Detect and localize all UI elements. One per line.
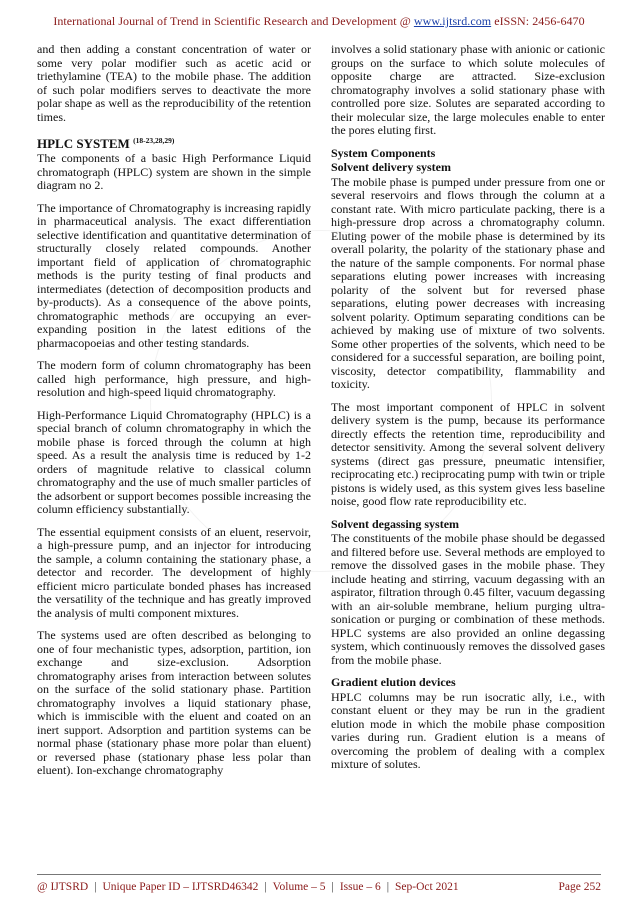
heading-text: HPLC SYSTEM [37,136,130,151]
paragraph: The importance of Chromatography is increasing rapidly in pharmaceutical analysis. The exact differentiation selective identification and quantitative determination of structurally closely related compounds. Another important field of application of chromatographic methods is the purity testing of final products and intermediates (detection of decomposition products and by-products). As a consequence of the above points, chromatographic methods are occupying an ever-expanding position in the latest editions of the pharmacopoeias and other testing standards. [37,200,311,350]
footer-journal: @ IJTSRD [37,881,89,893]
paragraph: The mobile phase is pumped under pressure from one or several reservoirs and flows through the column at a constant rate. With micro particulate packing, there is a high-pressure drop across a chromatography column. Eluting power of the mobile phase is determined by its overall polarity, the polarity of the stationary phase and the nature of the sample components. For normal phase separations eluting power increases with increasing polarity of the solvent but for reversed phase separations, eluting power decreases with increasing solvent polarity. Optimum separating conditions can be achieved by making use of mixture of two solvents. Some other properties of the solvents, which need to be considered for a successful separation, are boiling point, viscosity, detector compatibility, flammability and toxicity. [331,174,605,391]
paragraph: involves a solid stationary phase with anionic or cationic groups on the surface to which solute molecules of opposite charge are attracted. Size-exclusion chromatography involves a solid stationary phase with controlled pore size. Solutes are separated according to their molecular size, the large molecules enable to enter the pores eluting first. [331,42,605,137]
footer-date: Sep-Oct 2021 [395,881,459,893]
subsection-heading-gradient-elution: Gradient elution devices [331,675,456,689]
footer-divider [37,874,601,875]
subsection-heading-solvent-degassing: Solvent degassing system [331,516,460,531]
citation-reference: (18-23,28,29) [133,136,175,145]
paragraph: The constituents of the mobile phase should be degassed and filtered before use. Several methods are employed to remove the dissolved gases in the mobile phase. They include heating and stirring, vacuum degassing with an aspirator, filtration through 0.45 filter, vacuum degassing with an air-soluble membrane, helium purging ultra-sonication or purging or combination of these methods. HPLC systems are also provided an online degassing system, which continuously removes the dissolved gases from the mobile phase. [331,531,605,667]
page-number: Page 252 [558,881,601,893]
footer-paper-id: Unique Paper ID – IJTSRD46342 [102,881,259,893]
paragraph: The modern form of column chromatography has been called high performance, high pressure, and high-resolution and high-speed liquid chromatography. [37,358,311,399]
paragraph: and then adding a constant concentration of water or some very polar modifier such as acetic acid or triethylamine (TEA) to the mobile phase. The addition of such polar modifiers serves to deactivate the more polar shape as well as the reproducibility of the retention times. [37,42,311,124]
section-heading-system-components: System Components [331,145,436,160]
header-text: International Journal of Trend in Scientific Research and Development @ [53,14,414,28]
footer-separator: | [386,881,390,893]
subsection-heading-solvent-delivery: Solvent delivery system [331,160,451,174]
paragraph: The most important component of HPLC in solvent delivery system is the pump, because its performance directly effects the retention time, reproducibility and detector sensitivity. Among the several solvent delivery systems (direct gas pressure, pneumatic intensifier, reciprocating etc.) reciprocating pump with twin or triple pistons is widely used, as this system gives less baseline noise, good flow rate reproducibility etc. [331,399,605,508]
left-column [37,43,311,787]
paragraph: High-Performance Liquid Chromatography (HPLC) is a special branch of column chromatography in which the mobile phase is forced through the column at high speed. As a result the analysis time is reduced by 1-2 orders of magnitude relative to classical column chromatography and the use of much smaller particles of the adsorbent or support becomes possible increasing the column efficiency substantially. [37,407,311,516]
paragraph: The essential equipment consists of an eluent, reservoir, a high-pressure pump, and an injector for introducing the sample, a column containing the stationary phase, a detector and recorder. The development of highly efficient micro particulate bonded phases has increased the versatility of the technique and has greatly improved the analysis of multi component mixtures. [37,524,311,620]
header-issn: eISSN: 2456-6470 [491,14,585,28]
paragraph: HPLC columns may be run isocratic ally, i.e., with constant eluent or they may be run in the gradient elution mode in which the mobile phase composition varies during run. Gradient elution is a means of overcoming the problem of dealing with a complex mixture of solutes. [331,689,605,771]
right-column [331,43,605,781]
journal-website-link[interactable]: www.ijtsrd.com [413,14,492,28]
paragraph: The systems used are often described as belonging to one of four mechanistic types, adsorption, partition, ion exchange and size-exclusion. Adsorption chromatography arises from interaction between solutes on the surface of the solid stationary phase. Partition chromatography involves a liquid stationary phase, which is immiscible with the eluent and coated on an inert support. Adsorption and partition systems can be normal phase (stationary phase more polar than eluent) or reversed phase (stationary phase less polar than eluent). Ion-exchange chromatography [37,628,311,777]
journal-header [0,14,638,29]
footer-volume: Volume – 5 [272,881,326,893]
page-footer [37,881,601,893]
paragraph: The components of a basic High Performance Liquid chromatograph (HPLC) system are shown in the simple diagram no 2. [37,151,311,192]
footer-separator: | [331,881,334,893]
footer-issue: Issue – 6 [339,881,381,893]
footer-separator: | [94,881,97,893]
footer-separator: | [264,881,267,893]
section-heading-hplc-system [37,133,311,151]
